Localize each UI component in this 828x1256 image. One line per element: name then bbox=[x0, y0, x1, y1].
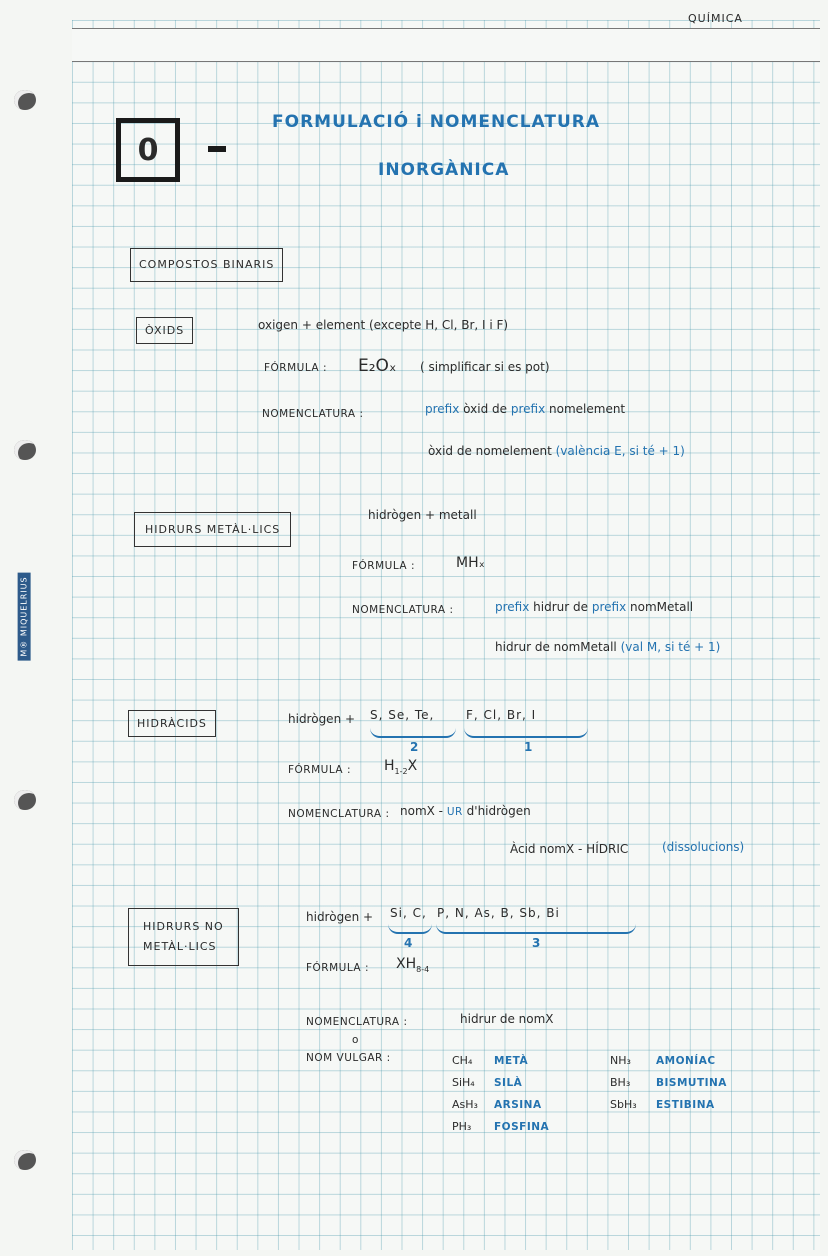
nom-text: nomX - bbox=[400, 804, 444, 818]
hidracids-group2: S, Se, Te, bbox=[370, 708, 435, 722]
page-title-line2: INORGÀNICA bbox=[378, 160, 510, 180]
common-name: ESTIBINA bbox=[656, 1099, 715, 1111]
formula-x: X bbox=[407, 758, 418, 774]
oxids-formula-note: ( simplificar si es pot) bbox=[420, 360, 550, 374]
list-item bbox=[452, 1094, 549, 1116]
hidrurs-metal-nom2-note: (val M, si té + 1) bbox=[620, 640, 721, 654]
formula: NH₃ bbox=[610, 1054, 631, 1067]
formula: SbH₃ bbox=[610, 1098, 637, 1111]
hidrurs-metal-formula-label: FÓRMULA : bbox=[352, 560, 415, 572]
hidrurs-no-metal-group4: Si, C, bbox=[390, 906, 427, 920]
hidrurs-no-metal-nom: hidrur de nomX bbox=[460, 1012, 554, 1026]
page-title-line1: FORMULACIÓ i NOMENCLATURA bbox=[272, 112, 601, 132]
hidrurs-no-metal-def: hidrògen + bbox=[306, 910, 374, 924]
common-name: ARSINA bbox=[494, 1099, 542, 1111]
label-line: METÀL·LICS bbox=[143, 940, 217, 953]
hidrurs-no-metal-formula: XH bbox=[396, 956, 417, 972]
formula-subscript: 8-4 bbox=[416, 964, 430, 974]
formula: PH₃ bbox=[452, 1120, 472, 1133]
hidracids-group1: F, Cl, Br, I bbox=[466, 708, 537, 722]
nom-text: d'hidrògen bbox=[466, 804, 531, 818]
oxids-definition: oxigen + element (excepte H, Cl, Br, I i F) bbox=[258, 318, 509, 332]
brace-icon bbox=[464, 728, 588, 738]
valence-value: 1 bbox=[524, 740, 533, 754]
valence-value: 4 bbox=[404, 936, 413, 950]
label-line: HIDRURS NO bbox=[143, 920, 224, 933]
suffix-text: UR bbox=[446, 806, 463, 818]
valence-value: 2 bbox=[410, 740, 419, 754]
list-item bbox=[452, 1050, 549, 1072]
nom-text: nomelement bbox=[549, 402, 626, 416]
or-text: o bbox=[352, 1034, 359, 1046]
prefix-text: prefix bbox=[510, 402, 546, 416]
hidrurs-no-metal-formula-label: FÓRMULA : bbox=[306, 962, 369, 974]
list-item bbox=[610, 1072, 727, 1094]
prefix-text: prefix bbox=[425, 402, 460, 416]
common-name: BISMUTINA bbox=[656, 1077, 727, 1089]
brace-icon bbox=[370, 728, 456, 738]
formula-subscript: 1-2 bbox=[394, 766, 408, 776]
hidrurs-metal-formula: MHₓ bbox=[456, 555, 485, 571]
formula: CH₄ bbox=[452, 1054, 473, 1067]
list-item bbox=[452, 1116, 549, 1138]
hidracids-def: hidrògen + bbox=[288, 712, 356, 726]
title-dash bbox=[208, 146, 226, 152]
binder-hole-icon bbox=[14, 90, 36, 110]
hidracids-label: HIDRÀCIDS bbox=[128, 710, 216, 737]
hidracids-formula-label: FÓRMULA : bbox=[288, 764, 351, 776]
hidrurs-metal-nom-label: NOMENCLATURA : bbox=[352, 604, 454, 616]
prefix-text: prefix bbox=[591, 600, 627, 614]
oxids-label: ÒXIDS bbox=[136, 317, 193, 344]
hidrurs-metal-definition: hidrògen + metall bbox=[368, 508, 477, 522]
formula: SiH₄ bbox=[452, 1076, 475, 1089]
common-name: AMONÍAC bbox=[656, 1055, 716, 1067]
list-item bbox=[610, 1094, 727, 1116]
hidrurs-no-metal-nom-label: NOMENCLATURA : bbox=[306, 1016, 408, 1028]
common-name: FOSFINA bbox=[494, 1121, 550, 1133]
oxids-nom-label: NOMENCLATURA : bbox=[262, 408, 364, 420]
oxids-nom2-note: (valència E, si té + 1) bbox=[555, 444, 685, 458]
oxids-formula: E₂Oₓ bbox=[358, 356, 397, 376]
section-heading: COMPOSTOS BINARIS bbox=[130, 248, 283, 282]
hidracids-nom-label: NOMENCLATURA : bbox=[288, 808, 390, 820]
brace-icon bbox=[436, 924, 636, 934]
hidrurs-metal-label: HIDRURS METÀL·LICS bbox=[134, 512, 291, 547]
list-item bbox=[452, 1072, 549, 1094]
hidrurs-metal-nom2: hidrur de nomMetall bbox=[495, 640, 617, 654]
binder-hole-icon bbox=[14, 1150, 36, 1170]
subject-label: QUÍMICA bbox=[688, 12, 743, 25]
valence-value: 3 bbox=[532, 936, 541, 950]
common-name: METÀ bbox=[494, 1055, 529, 1067]
brand-logo: M® MIQUELRIUS bbox=[18, 572, 31, 660]
oxids-nom2: òxid de nomelement bbox=[428, 444, 552, 458]
vulgar-label: NOM VULGAR : bbox=[306, 1052, 391, 1064]
hidracids-formula: H bbox=[384, 758, 395, 774]
hidracids-nom2-note: (dissolucions) bbox=[662, 840, 745, 854]
oxids-formula-label: FÓRMULA : bbox=[264, 362, 327, 374]
binder-hole-icon bbox=[14, 790, 36, 810]
nom-text: hidrur de bbox=[533, 600, 589, 614]
formula: AsH₃ bbox=[452, 1098, 478, 1111]
nom-text: òxid de bbox=[463, 402, 508, 416]
header-band bbox=[72, 28, 820, 62]
common-name: SILÀ bbox=[494, 1077, 523, 1089]
brace-icon bbox=[388, 924, 432, 934]
binder-hole-icon bbox=[14, 440, 36, 460]
hidrurs-no-metal-label bbox=[128, 908, 239, 966]
hidracids-nom2: Àcid nomX - HÍDRIC bbox=[510, 842, 629, 856]
formula: BH₃ bbox=[610, 1076, 631, 1089]
list-item bbox=[610, 1050, 727, 1072]
nom-text: nomMetall bbox=[630, 600, 694, 614]
hidrurs-no-metal-group3: P, N, As, B, Sb, Bi bbox=[437, 906, 560, 920]
prefix-text: prefix bbox=[495, 600, 530, 614]
topic-number: 0 bbox=[116, 118, 180, 182]
